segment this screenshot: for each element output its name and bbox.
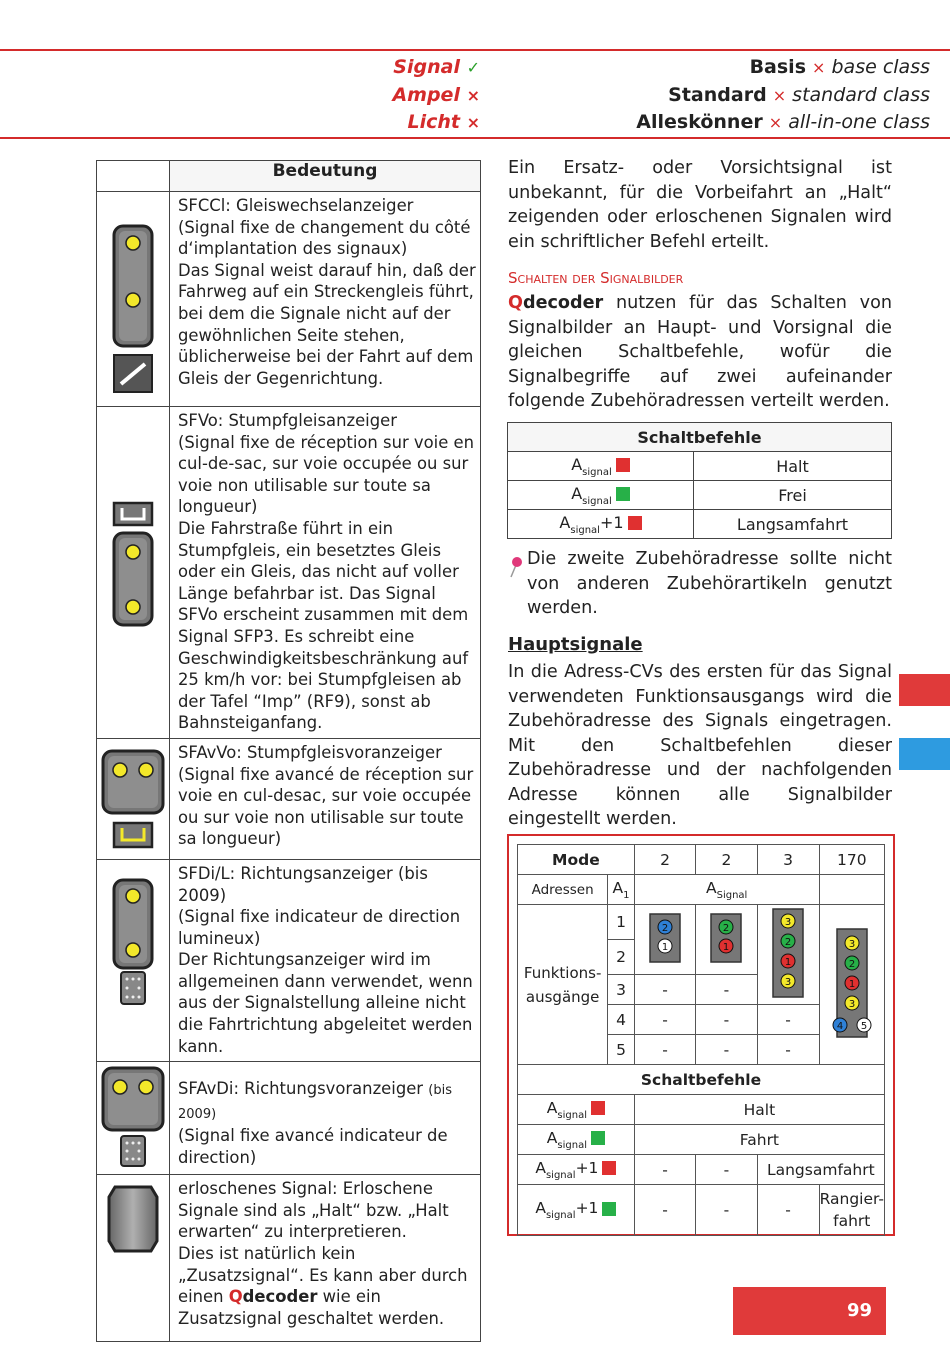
svg-text:2: 2 <box>848 958 855 970</box>
schaltbefehle-table <box>507 422 892 539</box>
row-title: erloschenes Signal: Erloschene Signale sind als „Halt“ bzw. „Halt erwarten“ zu interpretieren. <box>178 1179 449 1242</box>
table-row: $A_{signal}$ Fahrt <box>518 1125 885 1155</box>
output-number: 2 <box>608 940 634 975</box>
svg-text:1: 1 <box>723 941 730 953</box>
svg-text:4: 4 <box>836 1020 843 1032</box>
row-erloschen <box>170 1175 481 1342</box>
sfavdi-icon <box>97 1062 169 1170</box>
mode-value: 2 <box>634 845 695 875</box>
row-sfvo <box>170 407 481 739</box>
address-a1: $A_1$ <box>608 875 634 905</box>
table-row: $A_{signal}+1$ - - - Rangier-fahrt <box>518 1185 885 1236</box>
row-description: Der Richtungsanzeiger wird im allgemeinen dann verwendet, wenn aus der Signalstellung alleine nicht die Fahrtrichtung abgeleitet werden kann. <box>178 950 473 1056</box>
row-title: SFVo: Stumpfgleisanzeiger <box>178 411 397 430</box>
table-row: $A_{signal}$ Halt <box>518 1095 885 1125</box>
row-title: SFCCl: Gleiswechselanzeiger <box>178 196 414 215</box>
svg-text:3: 3 <box>848 938 855 950</box>
address-asignal: $A_{Signal}$ <box>634 875 819 905</box>
mode-table-frame <box>507 834 895 1236</box>
hauptsignale-paragraph: In die Adress-CVs des ersten für das Signal verwendeten Funktionsausgangs wird die Zubehöradresse des Signals eingetragen. Mit den Schaltbefehlen dieser Zubehöradresse und der nachfolgenden Adresse können alle Signalbilder eingestellt werden. <box>508 662 892 829</box>
chapter-tab-blue <box>899 738 950 770</box>
signal-lamp-icon <box>827 925 877 1041</box>
output-number: 5 <box>608 1035 634 1065</box>
dash-cell: - <box>634 1035 695 1065</box>
adressen-label: Adressen <box>518 875 608 905</box>
row-description: Das Signal weist darauf hin, daß der Fahrweg auf ein Streckengleis führt, bei dem die Signale nicht auf der gewöhnlichen Seite stehen, üblicherweise bei der Fahrt auf dem Gleis der Gegenrichtung. <box>178 260 476 388</box>
mode2-lamps <box>634 905 695 975</box>
header-rule <box>0 137 950 139</box>
sfdi-icon <box>97 860 169 1026</box>
row-french: (Signal fixe de réception sur voie en cul-de-sac, sur voie occupée ou sur voie non utilisable sur toute sa longueur) <box>178 432 474 517</box>
green-square-icon <box>616 487 630 501</box>
funktionsausgaenge-label: Funktions-ausgänge <box>518 905 608 1065</box>
svg-text:3: 3 <box>784 916 792 928</box>
green-square-icon <box>602 1202 616 1216</box>
mode-label: Mode <box>518 845 635 875</box>
table-title: Schaltbefehle <box>508 423 892 452</box>
signal-lamp-icon <box>709 912 743 964</box>
row-sfavvo <box>170 738 481 859</box>
pin-icon <box>508 555 526 579</box>
signal-icon-sfavvo <box>97 738 170 859</box>
row-french: (Signal fixe avancé indicateur de direction) <box>178 1126 448 1168</box>
table-row: $A_{signal}+1$ - - Langsamfahrt <box>518 1155 885 1185</box>
dash-cell: - <box>696 975 757 1005</box>
row-sfccl <box>170 192 481 407</box>
header-class-licht: Licht × <box>407 111 480 133</box>
sfccl-icon <box>97 192 169 402</box>
output-number: 1 <box>608 905 634 940</box>
output-number: 4 <box>608 1005 634 1035</box>
mode3-lamps <box>757 905 819 1005</box>
note-paragraph: Die zweite Zubehöradresse sollte nicht von anderen Zubehörartikeln genutzt werden. <box>527 549 892 618</box>
sfvo-icon <box>97 407 169 721</box>
dash-cell: - <box>634 975 695 1005</box>
svg-text:2: 2 <box>784 936 792 948</box>
svg-text:3: 3 <box>784 976 792 988</box>
row-sfdi <box>170 859 481 1061</box>
signal-icon-sfdi <box>97 859 170 1061</box>
header-basis: Basis × base class <box>749 56 930 78</box>
section-heading: Schalten der Signalbilder <box>508 269 684 287</box>
header-class-signal: Signal ✓ <box>393 56 480 78</box>
red-square-icon <box>616 458 630 472</box>
chapter-tab-red <box>899 674 950 706</box>
signal-lamp-icon <box>648 912 682 964</box>
dash-cell: - <box>757 1005 819 1035</box>
dash-cell: - <box>696 1035 757 1065</box>
table-title: Schaltbefehle <box>518 1065 885 1095</box>
row-french: (Signal fixe indicateur de direction lumineux) <box>178 907 461 948</box>
icon-column-header <box>97 161 170 192</box>
sfavvo-icon <box>97 739 169 855</box>
signal-icon-sfvo <box>97 407 170 739</box>
red-square-icon <box>602 1161 616 1175</box>
row-description: Dies ist natürlich kein „Zusatzsignal“. Es kann aber durch einen Qdecoder wie ein Zusatzsignal geschaltet werden. <box>178 1244 468 1328</box>
svg-text:1: 1 <box>784 956 792 968</box>
svg-text:3: 3 <box>848 998 855 1010</box>
top-rule <box>0 49 950 51</box>
mode-value: 170 <box>819 845 884 875</box>
svg-text:2: 2 <box>723 922 730 934</box>
row-french: (Signal fixe avancé de réception sur voie en cul-desac, sur voie occupée ou sur voie non utilisable sur toute sa longueur) <box>178 764 474 849</box>
dash-cell: - <box>696 1005 757 1035</box>
row-title: SFAvVo: Stumpfgleisvoranzeiger <box>178 742 442 762</box>
mode2b-lamps <box>696 905 757 975</box>
row-title: SFAvDi: Richtungsvoranzeiger (bis 2009) <box>178 1079 452 1122</box>
dash-cell: - <box>757 1035 819 1065</box>
red-square-icon <box>628 516 642 530</box>
mode-value: 2 <box>696 845 757 875</box>
hauptsignale-heading: Hauptsignale <box>508 634 643 655</box>
signal-icon-sfccl <box>97 192 170 407</box>
table-row: $A_{signal}$ Frei <box>508 481 892 510</box>
svg-text:1: 1 <box>848 978 855 990</box>
red-square-icon <box>591 1101 605 1115</box>
svg-text:1: 1 <box>661 941 669 953</box>
green-square-icon <box>591 1131 605 1145</box>
header-class-ampel: Ampel × <box>392 84 480 106</box>
signal-lamp-icon <box>771 907 805 999</box>
row-description: Die Fahrstraße führt in ein Stumpfgleis, ein besetztes Gleis oder ein Gleis, das nicht auf voller Länge befahrbar ist. Das Signal SFVo erscheint zusammen mit dem Signal SFP3. Es schreibt eine Geschwindigkeitsbeschränkung auf 25 km/h vor: bei Stumpfgleisen ab der Tafel “Imp” (RF9), sonst ab Bahnsteiganfang. <box>178 518 469 733</box>
table-heading: Bedeutung <box>170 161 481 192</box>
table-row: $A_{signal}$ Halt <box>508 452 892 481</box>
header-alleskoenner: Alleskönner × all-in-one class <box>636 111 930 133</box>
row-title: SFDi/L: Richtungsanzeiger (bis 2009) <box>178 863 428 905</box>
svg-text:2: 2 <box>661 922 669 934</box>
header-standard: Standard × standard class <box>668 84 930 106</box>
page-number: 99 <box>733 1287 886 1335</box>
mode-value: 3 <box>757 845 819 875</box>
row-sfavdi <box>170 1062 481 1175</box>
dash-cell: - <box>634 1005 695 1035</box>
row-french: (Signal fixe de changement du côté d‘implantation des signaux) <box>178 217 471 259</box>
intro-paragraph: Ein Ersatz- oder Vorsichtsignal ist unbekannt, für die Vorbeifahrt an „Halt“ zeigenden oder erloschenen Signalen wird ein schriftlicher Befehl erteilt. <box>508 158 892 252</box>
output-number: 3 <box>608 975 634 1005</box>
mode170-lamps <box>819 905 884 1065</box>
signal-icon-sfavdi <box>97 1062 170 1175</box>
qdecoder-paragraph: Qdecoder nutzen für das Schalten von Signalbilder an Haupt- und Vorsignal die gleichen Schaltbefehle, wofür die Signalbegriffe auf zwei aufeinander folgende Zubehöradressen verteilt werden. <box>508 293 892 411</box>
table-row: $A_{signal}+1$ Langsamfahrt <box>508 510 892 539</box>
signal-icon-erloschen <box>97 1175 170 1342</box>
mode-table <box>517 844 885 1236</box>
dark-signal-icon <box>97 1175 169 1337</box>
signal-meaning-table <box>96 160 481 1342</box>
svg-text:5: 5 <box>860 1020 867 1032</box>
